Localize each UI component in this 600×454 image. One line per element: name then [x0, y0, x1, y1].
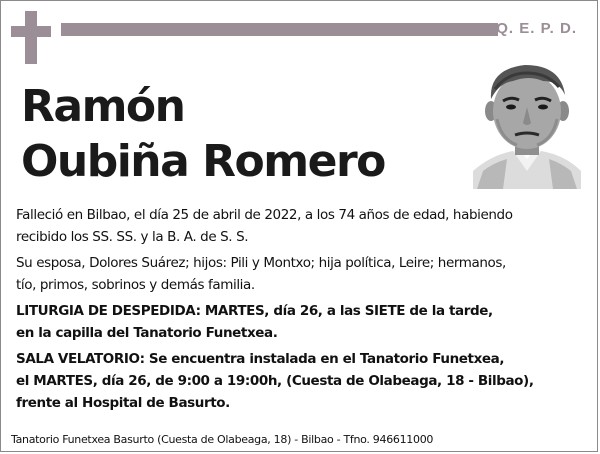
family-list: Su esposa, Dolores Suárez; hijos: Pili y Montxo; hija política, Leire; hermanos, tío, primos, sobrinos y demás familia.: [16, 255, 506, 293]
obituary-body: [16, 204, 591, 418]
liturgy-info: LITURGIA DE DESPEDIDA: MARTES, día 26, a las SIETE de la tarde, en la capilla del Tanatorio Funetxea.: [16, 303, 493, 341]
wake-room-info: SALA VELATORIO: Se encuentra instalada en el Tanatorio Funetxea, el MARTES, día 26, de 9:00 a 19:00h, (Cuesta de Olabeaga, 18 - Bilbao), frente al Hospital de Basurto.: [16, 351, 534, 411]
cross-icon: [11, 11, 51, 64]
deceased-name: [21, 79, 385, 189]
deceased-first-name: Ramón: [21, 81, 185, 132]
deceased-surname: Oubiña Romero: [21, 136, 385, 187]
death-announcement: Falleció en Bilbao, el día 25 de abril de 2022, a los 74 años de edad, habiendo recibido los SS. SS. y la B. A. de S. S.: [16, 207, 513, 245]
header-rule: [61, 23, 498, 36]
qepd-label: Q. E. P. D.: [496, 20, 577, 37]
funeral-home-footer: Tanatorio Funetxea Basurto (Cuesta de Olabeaga, 18) - Bilbao - Tfno. 946611000: [11, 433, 434, 446]
portrait-photo: [473, 59, 581, 189]
